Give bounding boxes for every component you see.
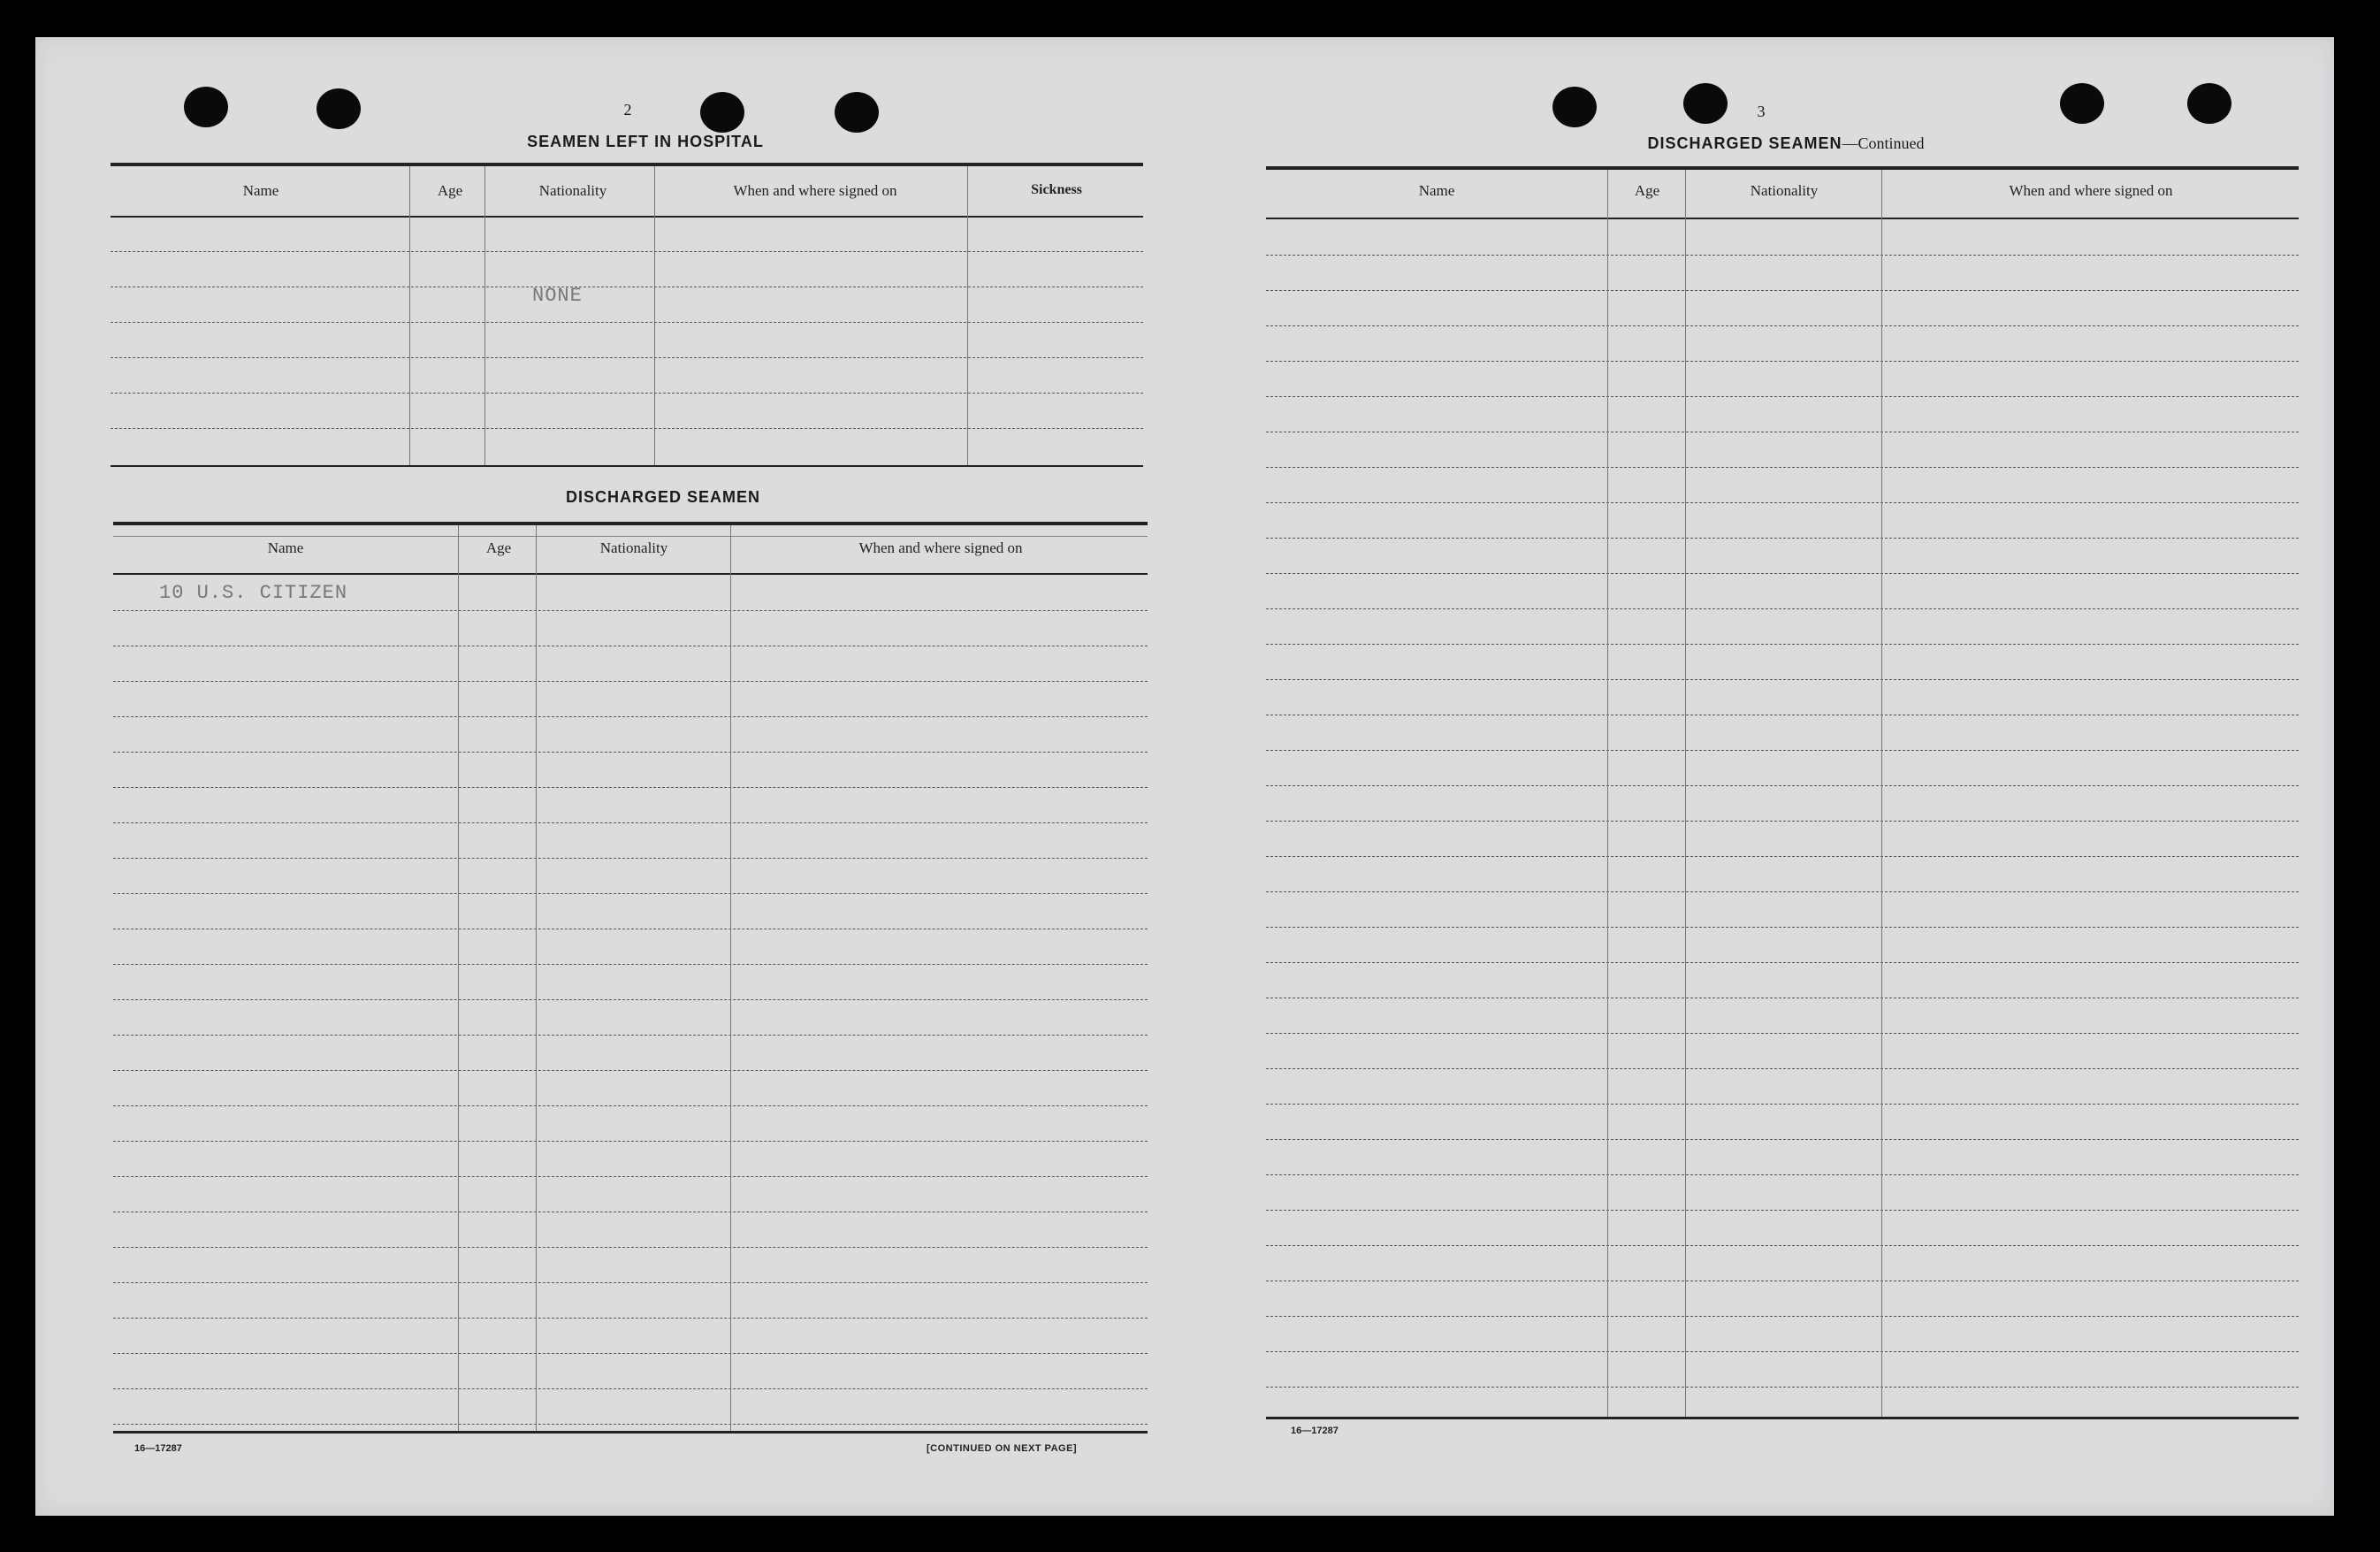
column-divider bbox=[536, 525, 537, 1431]
row-line bbox=[113, 1282, 1148, 1283]
header-bottom-rule bbox=[111, 216, 1143, 218]
row-line bbox=[113, 858, 1148, 859]
row-line bbox=[113, 787, 1148, 788]
column-divider bbox=[1685, 170, 1686, 1417]
row-line bbox=[113, 1388, 1148, 1389]
row-line bbox=[113, 1070, 1148, 1071]
row-line bbox=[113, 1353, 1148, 1354]
punch-hole bbox=[1552, 87, 1597, 127]
table-top-rule bbox=[113, 522, 1148, 525]
column-divider bbox=[654, 166, 655, 467]
row-line bbox=[1266, 467, 2299, 468]
punch-hole bbox=[835, 92, 879, 133]
row-line bbox=[113, 1141, 1148, 1142]
row-line bbox=[1266, 255, 2299, 256]
document-sheet bbox=[35, 37, 2334, 1516]
row-line bbox=[1266, 1351, 2299, 1352]
row-line bbox=[113, 681, 1148, 682]
column-header-name: Name bbox=[1418, 182, 1455, 199]
column-header-age: Age bbox=[437, 182, 463, 199]
title-text: DISCHARGED SEAMEN bbox=[1647, 134, 1842, 152]
page-number: 2 bbox=[623, 101, 632, 119]
punch-hole bbox=[2060, 83, 2104, 124]
row-line bbox=[113, 893, 1148, 894]
column-divider bbox=[730, 525, 731, 1431]
row-line bbox=[113, 716, 1148, 717]
table-bottom-rule bbox=[1266, 1417, 2299, 1419]
row-line bbox=[1266, 1104, 2299, 1105]
row-line bbox=[113, 610, 1148, 611]
row-line bbox=[113, 999, 1148, 1000]
form-code: 16—17287 bbox=[134, 1443, 182, 1454]
punch-hole bbox=[1683, 83, 1728, 124]
header-bottom-rule bbox=[113, 536, 1148, 537]
row-line bbox=[1266, 750, 2299, 751]
row-line bbox=[1266, 1245, 2299, 1246]
punch-hole bbox=[317, 88, 361, 129]
discharged-continued-title bbox=[1503, 134, 2069, 153]
row-line bbox=[111, 322, 1143, 323]
form-code: 16—17287 bbox=[1291, 1426, 1339, 1436]
hospital-entry: NONE bbox=[532, 285, 583, 307]
column-header-name: Name bbox=[242, 182, 279, 199]
column-divider bbox=[458, 525, 459, 1431]
row-line bbox=[1266, 1068, 2299, 1069]
column-header-nationality: Nationality bbox=[1750, 182, 1819, 199]
column-header-signed-on: When and where signed on bbox=[2009, 182, 2173, 199]
row-line bbox=[111, 357, 1143, 358]
row-line bbox=[1266, 290, 2299, 291]
row-line bbox=[1266, 1139, 2299, 1140]
row-line bbox=[113, 822, 1148, 823]
column-header-signed-on: When and where signed on bbox=[733, 182, 897, 199]
table-top-rule bbox=[111, 163, 1143, 166]
row-line bbox=[113, 1035, 1148, 1036]
column-header-signed-on: When and where signed on bbox=[858, 539, 1023, 556]
row-line bbox=[1266, 396, 2299, 397]
row-line bbox=[1266, 785, 2299, 786]
title-suffix: —Continued bbox=[1842, 134, 1925, 152]
row-line bbox=[113, 1176, 1148, 1177]
continued-note: [CONTINUED ON NEXT PAGE] bbox=[927, 1443, 1078, 1454]
punch-hole bbox=[2187, 83, 2231, 124]
column-divider bbox=[1607, 170, 1608, 1417]
row-line bbox=[1266, 1033, 2299, 1034]
hospital-section-title: SEAMEN LEFT IN HOSPITAL bbox=[527, 133, 764, 150]
punch-hole bbox=[184, 87, 228, 127]
column-header-nationality: Nationality bbox=[538, 182, 607, 199]
discharged-entry: 10 U.S. CITIZEN bbox=[159, 582, 348, 604]
table-bottom-rule bbox=[113, 1431, 1148, 1433]
column-divider bbox=[484, 166, 485, 467]
table-top-rule bbox=[1266, 166, 2299, 170]
column-divider bbox=[967, 166, 968, 467]
row-line bbox=[1266, 361, 2299, 362]
column-divider bbox=[409, 166, 410, 467]
row-line bbox=[1266, 1174, 2299, 1175]
row-line bbox=[1266, 927, 2299, 928]
row-line bbox=[1266, 679, 2299, 680]
row-line bbox=[1266, 538, 2299, 539]
column-header-sickness: Sickness bbox=[1031, 182, 1082, 197]
row-line bbox=[111, 428, 1143, 429]
row-line bbox=[1266, 502, 2299, 503]
row-line bbox=[113, 1105, 1148, 1106]
row-line bbox=[1266, 1316, 2299, 1317]
row-line bbox=[113, 964, 1148, 965]
table-bottom-rule bbox=[111, 465, 1143, 467]
row-line bbox=[1266, 573, 2299, 574]
row-line bbox=[113, 1318, 1148, 1319]
column-header-name: Name bbox=[267, 539, 304, 556]
row-line bbox=[113, 752, 1148, 753]
row-line bbox=[1266, 1210, 2299, 1211]
column-header-age: Age bbox=[1634, 182, 1660, 199]
row-line bbox=[113, 1424, 1148, 1425]
punch-hole bbox=[700, 92, 744, 133]
row-line bbox=[1266, 856, 2299, 857]
row-line bbox=[1266, 891, 2299, 892]
row-line bbox=[1266, 608, 2299, 609]
row-line bbox=[111, 393, 1143, 394]
column-divider bbox=[1881, 170, 1882, 1417]
row-line bbox=[1266, 962, 2299, 963]
column-header-age: Age bbox=[485, 539, 512, 556]
header-bottom-rule bbox=[113, 573, 1148, 575]
header-bottom-rule bbox=[1266, 218, 2299, 219]
row-line bbox=[1266, 821, 2299, 822]
row-line bbox=[1266, 325, 2299, 326]
row-line bbox=[1266, 644, 2299, 645]
row-line bbox=[111, 251, 1143, 252]
row-line bbox=[1266, 1387, 2299, 1388]
page-number: 3 bbox=[1757, 103, 1766, 120]
row-line bbox=[113, 1247, 1148, 1248]
discharged-section-title: DISCHARGED SEAMEN bbox=[565, 488, 761, 506]
column-header-nationality: Nationality bbox=[599, 539, 668, 556]
